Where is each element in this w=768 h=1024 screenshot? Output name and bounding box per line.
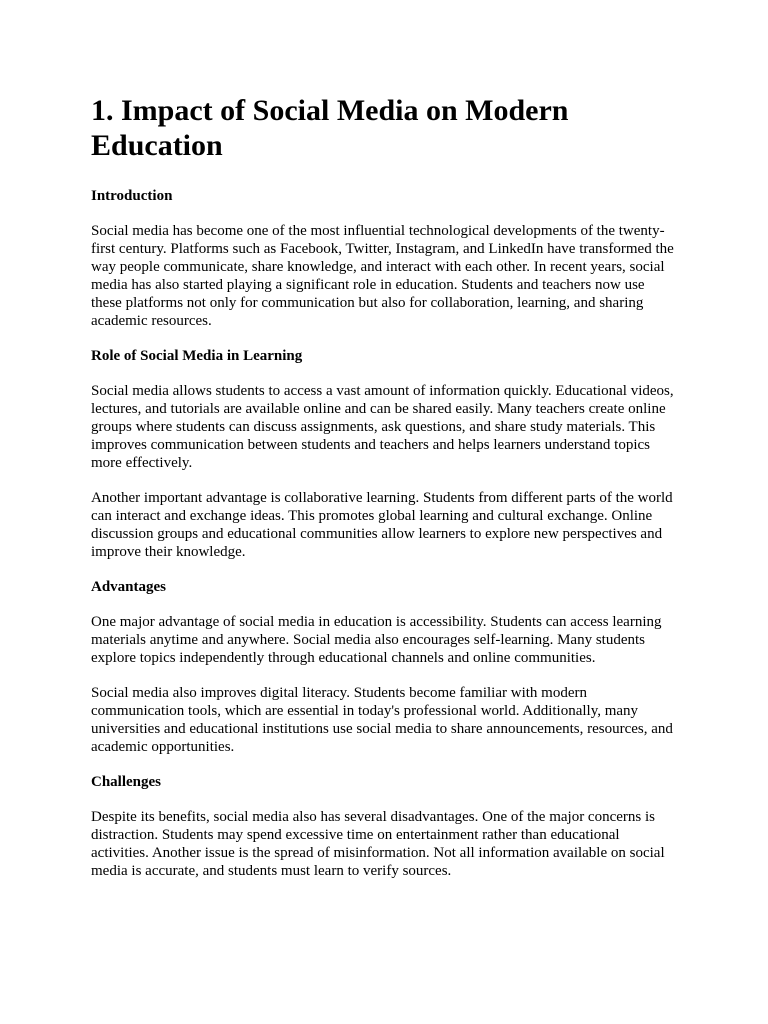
section-heading-advantages: Advantages — [91, 579, 167, 595]
section-heading-introduction: Introduction — [91, 188, 173, 204]
document-title: 1. Impact of Social Media on Modern Education — [91, 94, 569, 162]
section-heading-role-in-learning: Role of Social Media in Learning — [91, 348, 303, 364]
advantages-paragraph-1: One major advantage of social media in education is accessibility. Students can access learning materials anytime and anywhere. Social media also encourages self-learning. Many students explore topics independently through educational channels and online communities. — [91, 614, 662, 666]
section-heading-challenges: Challenges — [91, 774, 162, 790]
challenges-paragraph: Despite its benefits, social media also has several disadvantages. One of the major concerns is distraction. Students may spend excessive time on entertainment rather than educational activities. Another issue is the spread of misinformation. Not all information available on social media is accurate, and students must learn to verify sources. — [91, 809, 665, 879]
role-in-learning-paragraph-1: Social media allows students to access a vast amount of information quickly. Educational videos, lectures, and tutorials are available online and can be shared easily. Many teachers create online groups where students can discuss assignments, ask questions, and share study materials. This improves communication between students and teachers and helps learners understand topics more effectively. — [91, 383, 674, 471]
advantages-paragraph-2: Social media also improves digital literacy. Students become familiar with modern communication tools, which are essential in today's professional world. Additionally, many universities and educational institutions use social media to share announcements, resources, and academic opportunities. — [91, 685, 673, 755]
role-in-learning-paragraph-2: Another important advantage is collaborative learning. Students from different parts of the world can interact and exchange ideas. This promotes global learning and cultural exchange. Online discussion groups and educational communities allow learners to explore new perspectives and improve their knowledge. — [91, 490, 673, 560]
introduction-paragraph: Social media has become one of the most influential technological developments of the twenty-first century. Platforms such as Facebook, Twitter, Instagram, and LinkedIn have transformed the way people communicate, share knowledge, and interact with each other. In recent years, social media has also started playing a significant role in education. Students and teachers now use these platforms not only for communication but also for collaboration, learning, and sharing academic resources. — [91, 223, 674, 329]
